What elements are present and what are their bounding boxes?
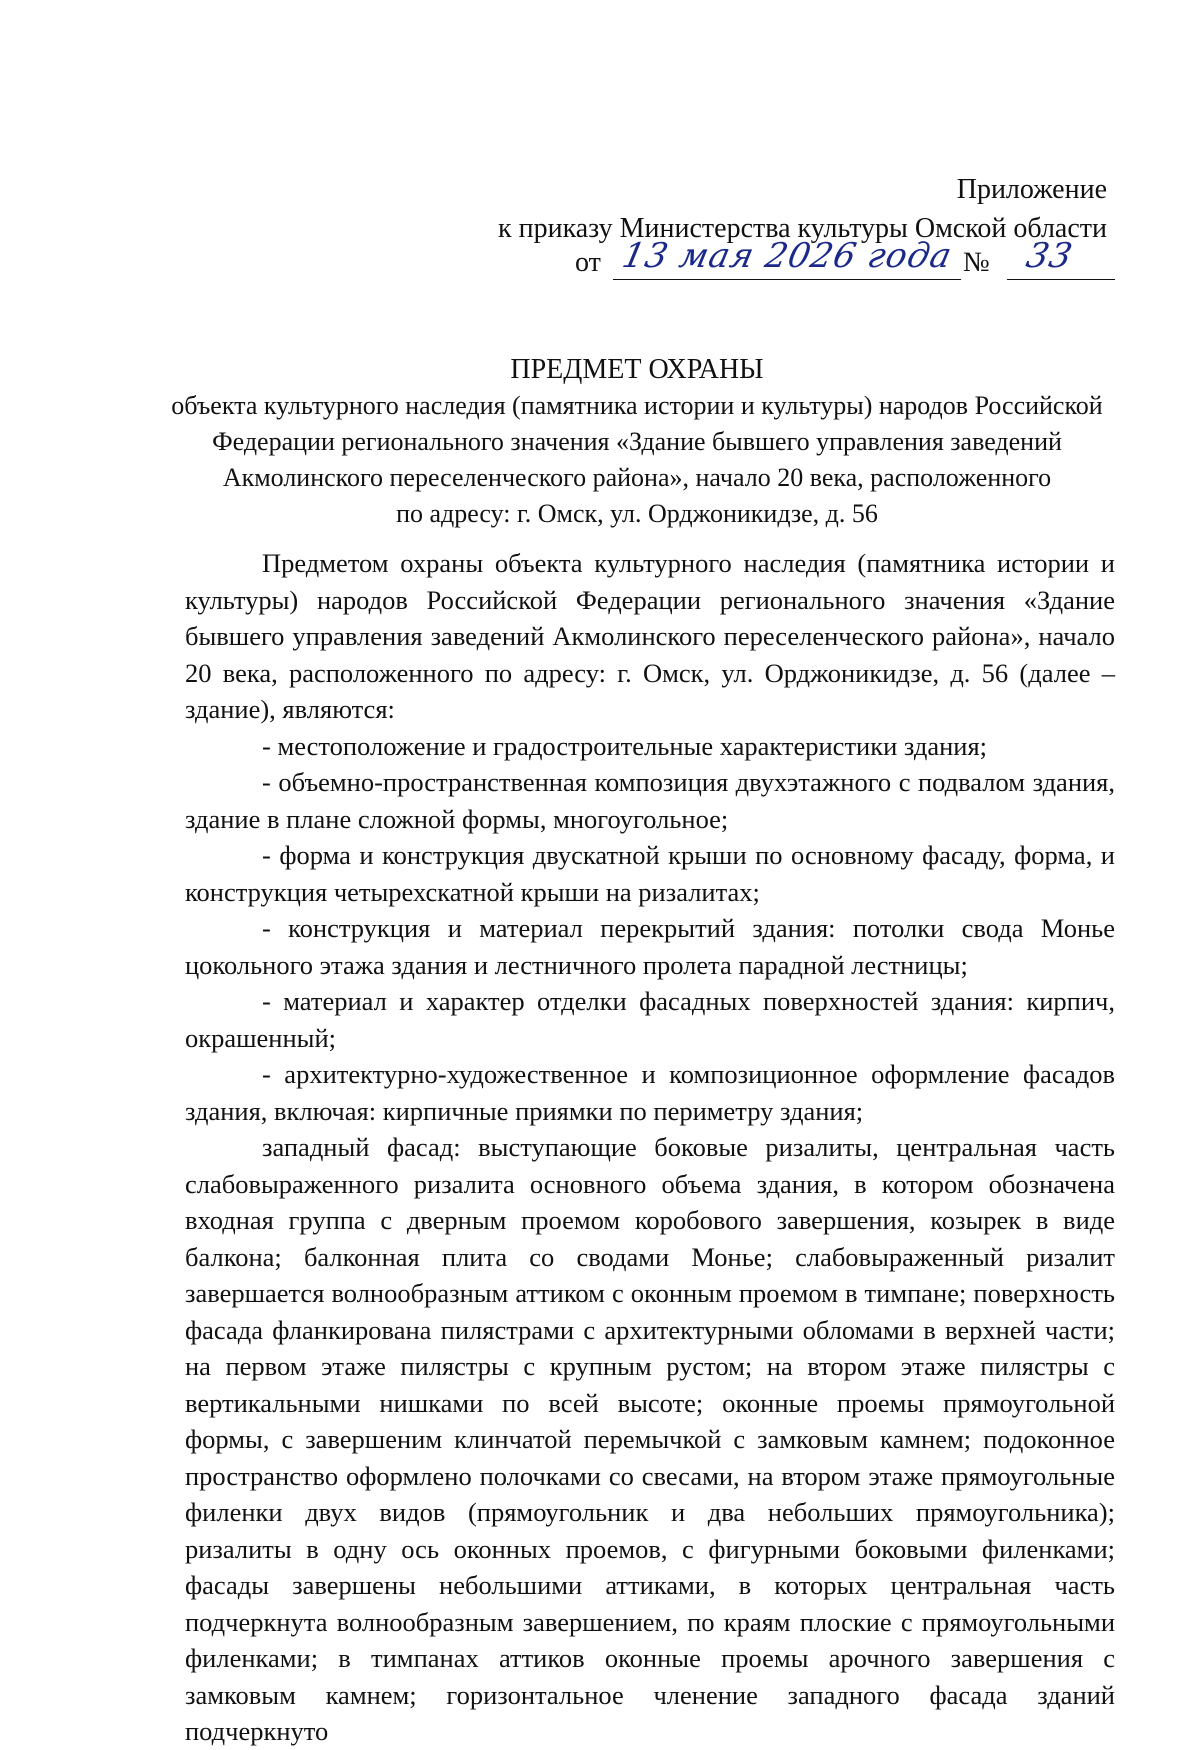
list-item: - архитектурно-художественное и композиционное оформление фасадов здания, включая: кирпичные приямки по периметру здания; [185,1059,1115,1126]
list-item: - местоположение и градостроительные характеристики здания; [262,730,988,761]
from-label: от [575,247,601,278]
intro-paragraph: Предметом охраны объекта культурного наследия (памятника истории и культуры) народов Российской Федерации регионального значения «Здание бывшего управления заведений Акмолинского переселенческого района», начало 20 века, расположенного по адресу: г. Омск, ул. Орджоникидзе, д. 56 (далее – здание), являются: [185,548,1115,724]
list-item: - конструкция и материал перекрытий здания: потолки свода Монье цокольного этажа здания и лестничного пролета парадной лестницы; [185,913,1115,980]
handwritten-number: 33 [1022,236,1077,276]
number-label: № [963,247,990,278]
west-facade-paragraph: западный фасад: выступающие боковые ризалиты, центральная часть слабовыраженного ризалита основного объема здания, в котором обозначена входная группа с дверным проемом коробового завершения, козырек в виде балкона; балконная плита со сводами Монье; слабовыраженный ризалит завершается волнообразным аттиком с оконным проемом в тимпане; поверхность фасада фланкирована пилястрами с архитектурными обломами в верхней части; на первом этаже пилястры с крупным рустом; на втором этаже пилястры с вертикальными нишками по всей высоте; оконные проемы прямоугольной формы, с завершеним клинчатой перемычкой с замковым камнем; подоконное пространство оформлено полочками со свесами, на втором этаже прямоугольные филенки двух видов (прямоугольник и два небольших прямоугольника); ризалиты в одну ось оконных проемов, с фигурными боковыми филенками; фасады завершены небольшими аттиками, в которых центральная часть подчеркнута волнообразным завершением, по краям плоские с прямоугольными филенками; в тимпанах аттиков оконные проемы арочного завершения с замковым камнем; горизонтальное членение западного фасада зданий подчеркнуто [185,1132,1115,1746]
subtitle-line-4: по адресу: г. Омск, ул. Орджоникидзе, д. 56 [396,499,878,528]
document-title: ПРЕДМЕТ ОХРАНЫ [510,354,764,385]
list-item: - материал и характер отделки фасадных поверхностей здания: кирпич, окрашенный; [185,986,1115,1053]
date-underline [613,279,961,280]
appendix-label: Приложение [956,174,1107,205]
number-underline [1007,279,1115,280]
list-item: - форма и конструкция двускатной крыши по основному фасаду, форма, и конструкция четырехскатной крыши на ризалитах; [185,840,1115,907]
subtitle-line-3: Акмолинского переселенческого района», начало 20 века, расположенного [222,463,1052,492]
subtitle-line-2: Федерации регионального значения «Здание бывшего управления заведений [212,427,1062,456]
body-text [185,545,1115,1750]
order-reference: к приказу Министерства культуры Омской области [498,213,1107,244]
handwritten-date: 13 мая 2026 года [618,236,956,276]
subtitle-line-1: объекта культурного наследия (памятника истории и культуры) народов Российской [171,391,1103,420]
title-block [160,352,1114,532]
list-item: - объемно-пространственная композиция двухэтажного с подвалом здания, здание в плане сложной формы, многоугольное; [185,767,1115,834]
order-date-number-line [575,236,1115,284]
